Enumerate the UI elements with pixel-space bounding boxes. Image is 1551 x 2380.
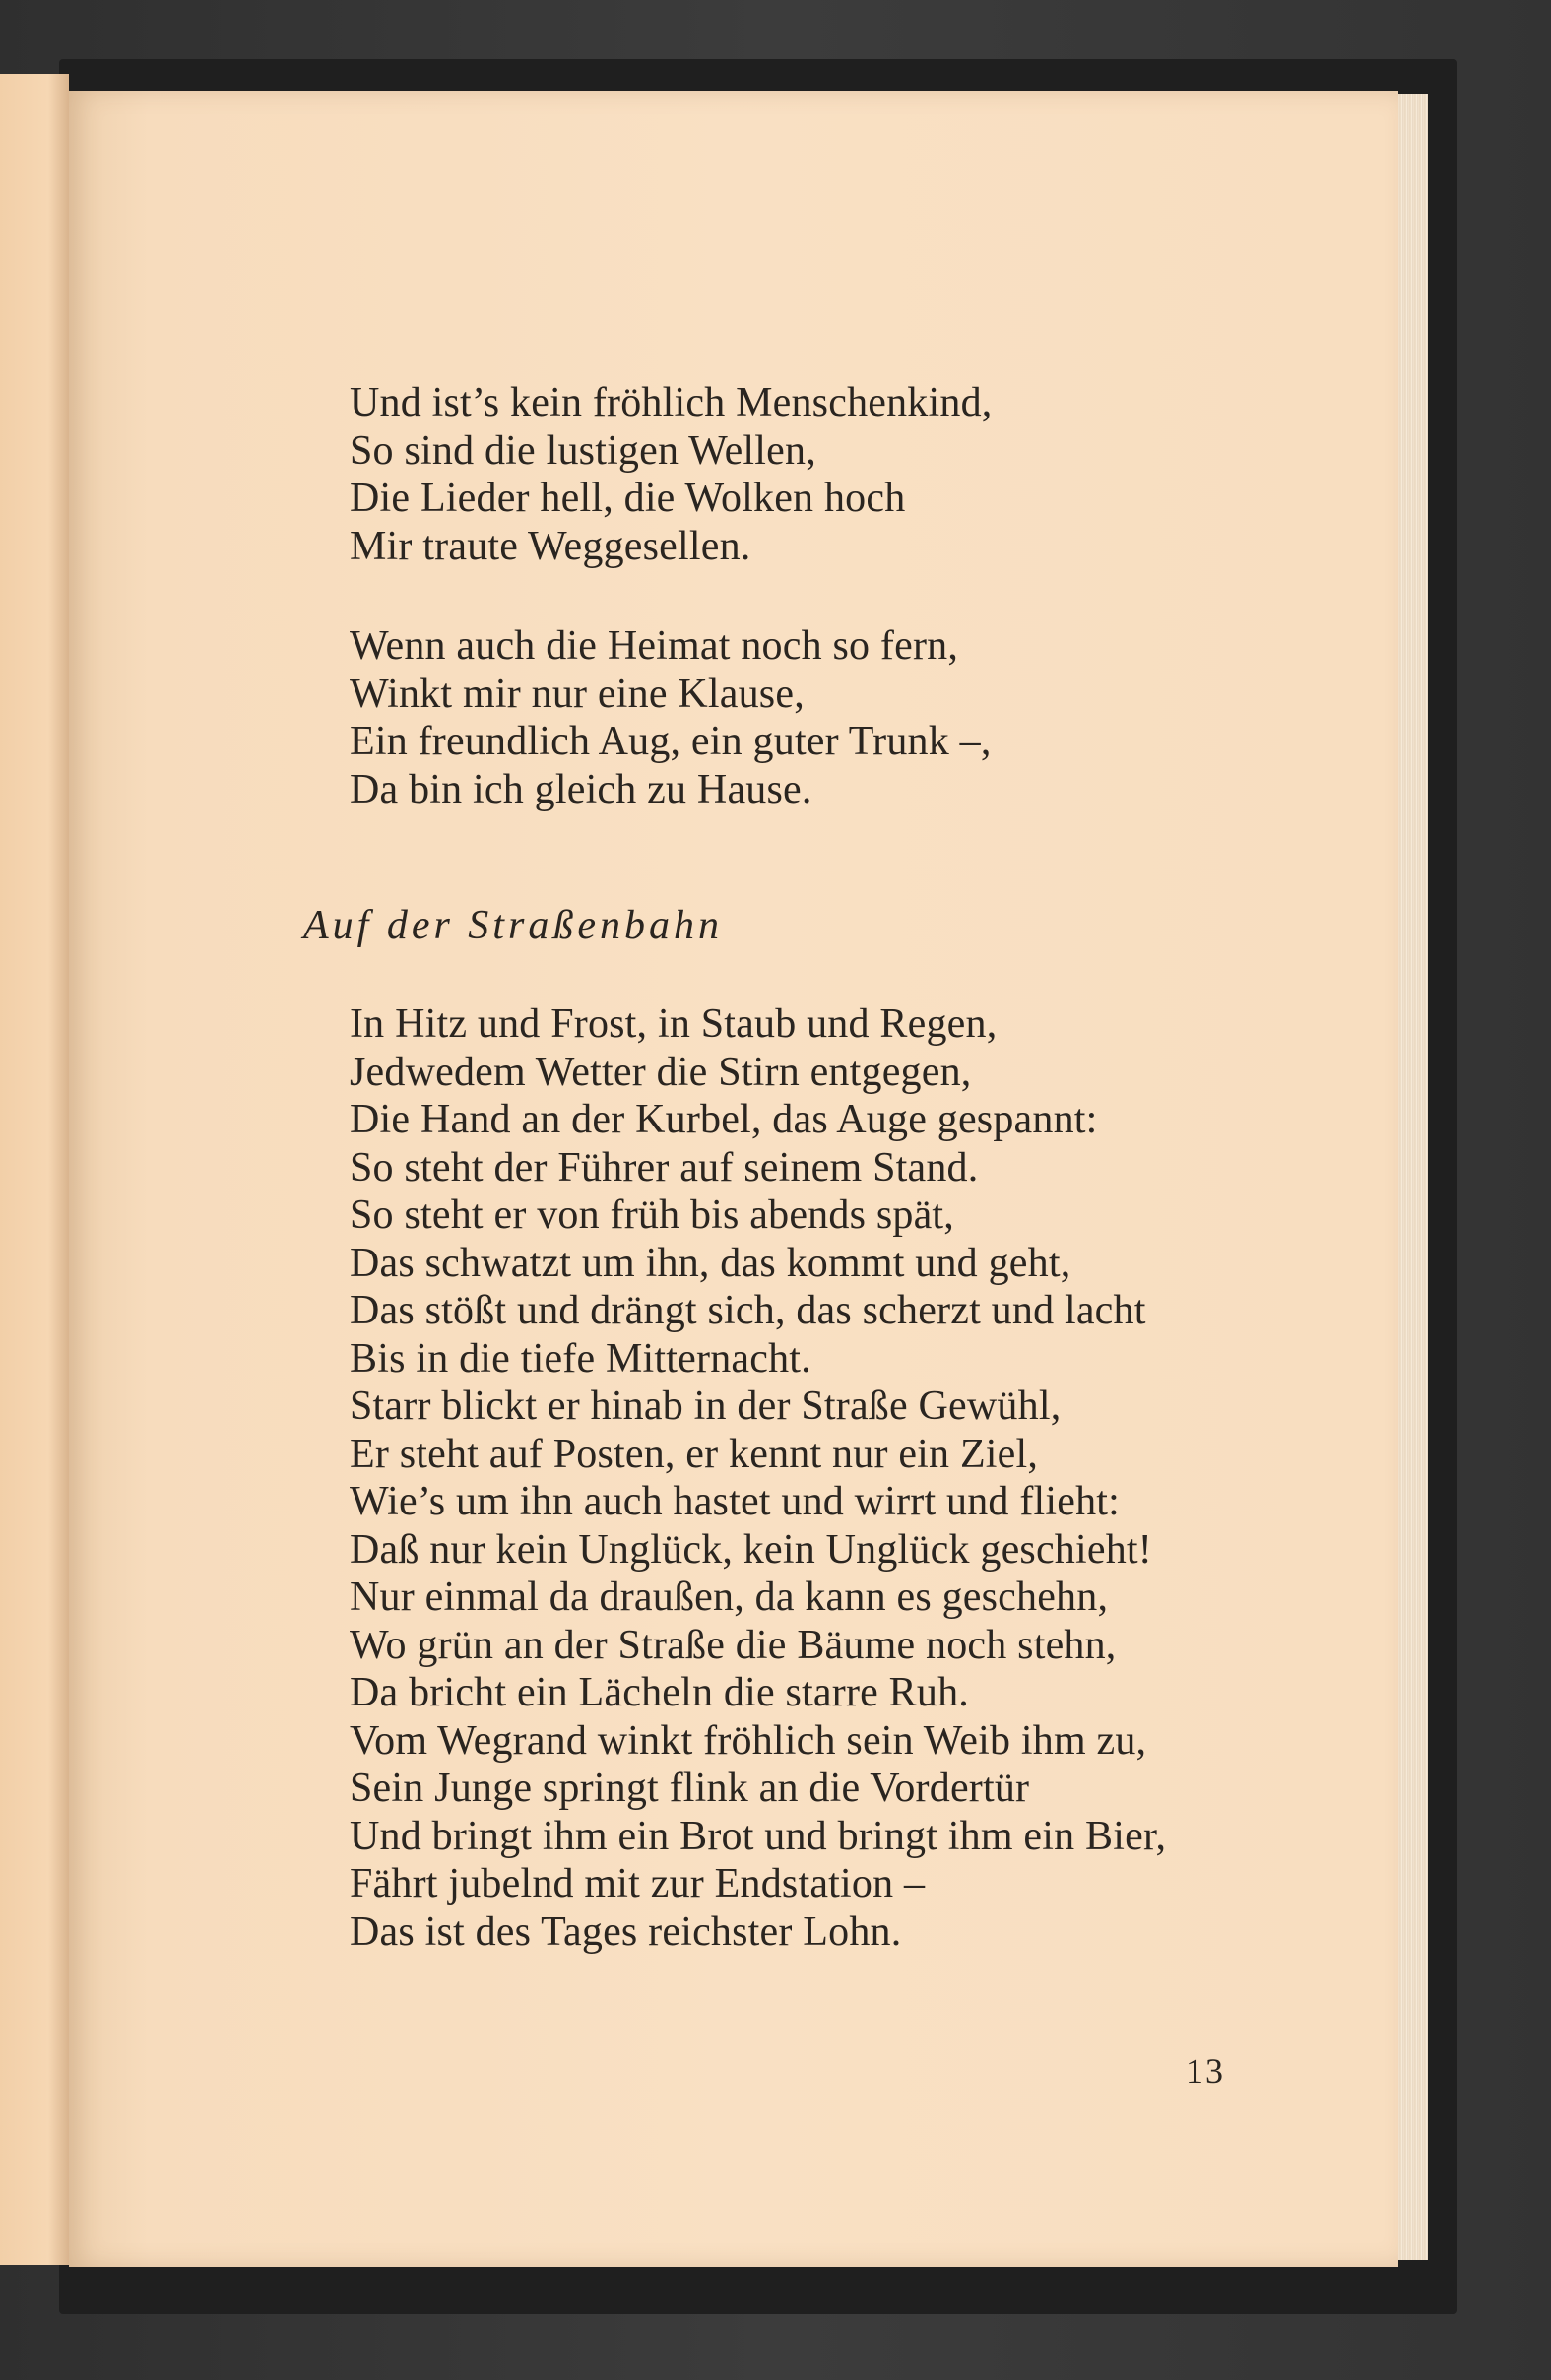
page-number: 13 <box>1186 2051 1225 2091</box>
poem-line: Das ist des Tages reichster Lohn. <box>350 1908 902 1955</box>
poem-line: Starr blickt er hinab in der Straße Gewühl, <box>350 1383 1062 1429</box>
poem-line: Wo grün an der Straße die Bäume noch stehn, <box>350 1622 1117 1668</box>
poem-line: Die Lieder hell, die Wolken hoch <box>350 476 906 521</box>
poem-line: Vom Wegrand winkt fröhlich sein Weib ihm zu, <box>350 1717 1147 1764</box>
poem-line: Da bricht ein Lächeln die starre Ruh. <box>350 1670 969 1715</box>
poem-line: Und bringt ihm ein Brot und bringt ihm ein Bier, <box>350 1813 1167 1859</box>
left-page-edge <box>0 74 69 2265</box>
poem-line: So steht der Führer auf seinem Stand. <box>350 1144 979 1190</box>
poem-line: Das stößt und drängt sich, das scherzt und lacht <box>350 1288 1146 1333</box>
poem-line: Sein Junge springt flink an die Vordertür <box>350 1766 1030 1811</box>
poem-line: Er steht auf Posten, er kennt nur ein Ziel, <box>350 1431 1039 1477</box>
poem-line: Und ist’s kein fröhlich Menschenkind, <box>350 380 993 425</box>
poem-line: In Hitz und Frost, in Staub und Regen, <box>350 1001 998 1047</box>
poem-line: Das schwatzt um ihn, das kommt und geht, <box>350 1240 1071 1286</box>
poem-line: Wenn auch die Heimat noch so fern, <box>350 623 959 669</box>
poem-line: So sind die lustigen Wellen, <box>350 427 816 474</box>
poem-line: Nur einmal da draußen, da kann es geschehn, <box>350 1575 1109 1620</box>
poem-line: So steht er von früh bis abends spät, <box>350 1192 954 1238</box>
poem-line: Wie’s um ihn auch hastet und wirrt und flieht: <box>350 1479 1121 1524</box>
stanza-3 <box>350 1000 1334 1956</box>
poem-line: Da bin ich gleich zu Hause. <box>350 766 812 812</box>
book-page <box>69 91 1398 2267</box>
poem-line: Winkt mir nur eine Klause, <box>350 671 805 717</box>
poem-line: Ein freundlich Aug, ein guter Trunk –, <box>350 719 992 764</box>
stanza-1 <box>350 379 1334 570</box>
poem-line: Mir traute Weggesellen. <box>350 523 751 569</box>
poem-line: Jedwedem Wetter die Stirn entgegen, <box>350 1049 972 1095</box>
poem-title: Auf der Straßenbahn <box>303 903 723 948</box>
stanza-2 <box>350 622 1334 813</box>
poem-line: Die Hand an der Kurbel, das Auge gespannt: <box>350 1097 1098 1142</box>
poem-line: Fährt jubelnd mit zur Endstation – <box>350 1861 926 1906</box>
poem-line: Bis in die tiefe Mitternacht. <box>350 1335 811 1382</box>
poem-line: Daß nur kein Unglück, kein Unglück geschieht! <box>350 1526 1152 1573</box>
